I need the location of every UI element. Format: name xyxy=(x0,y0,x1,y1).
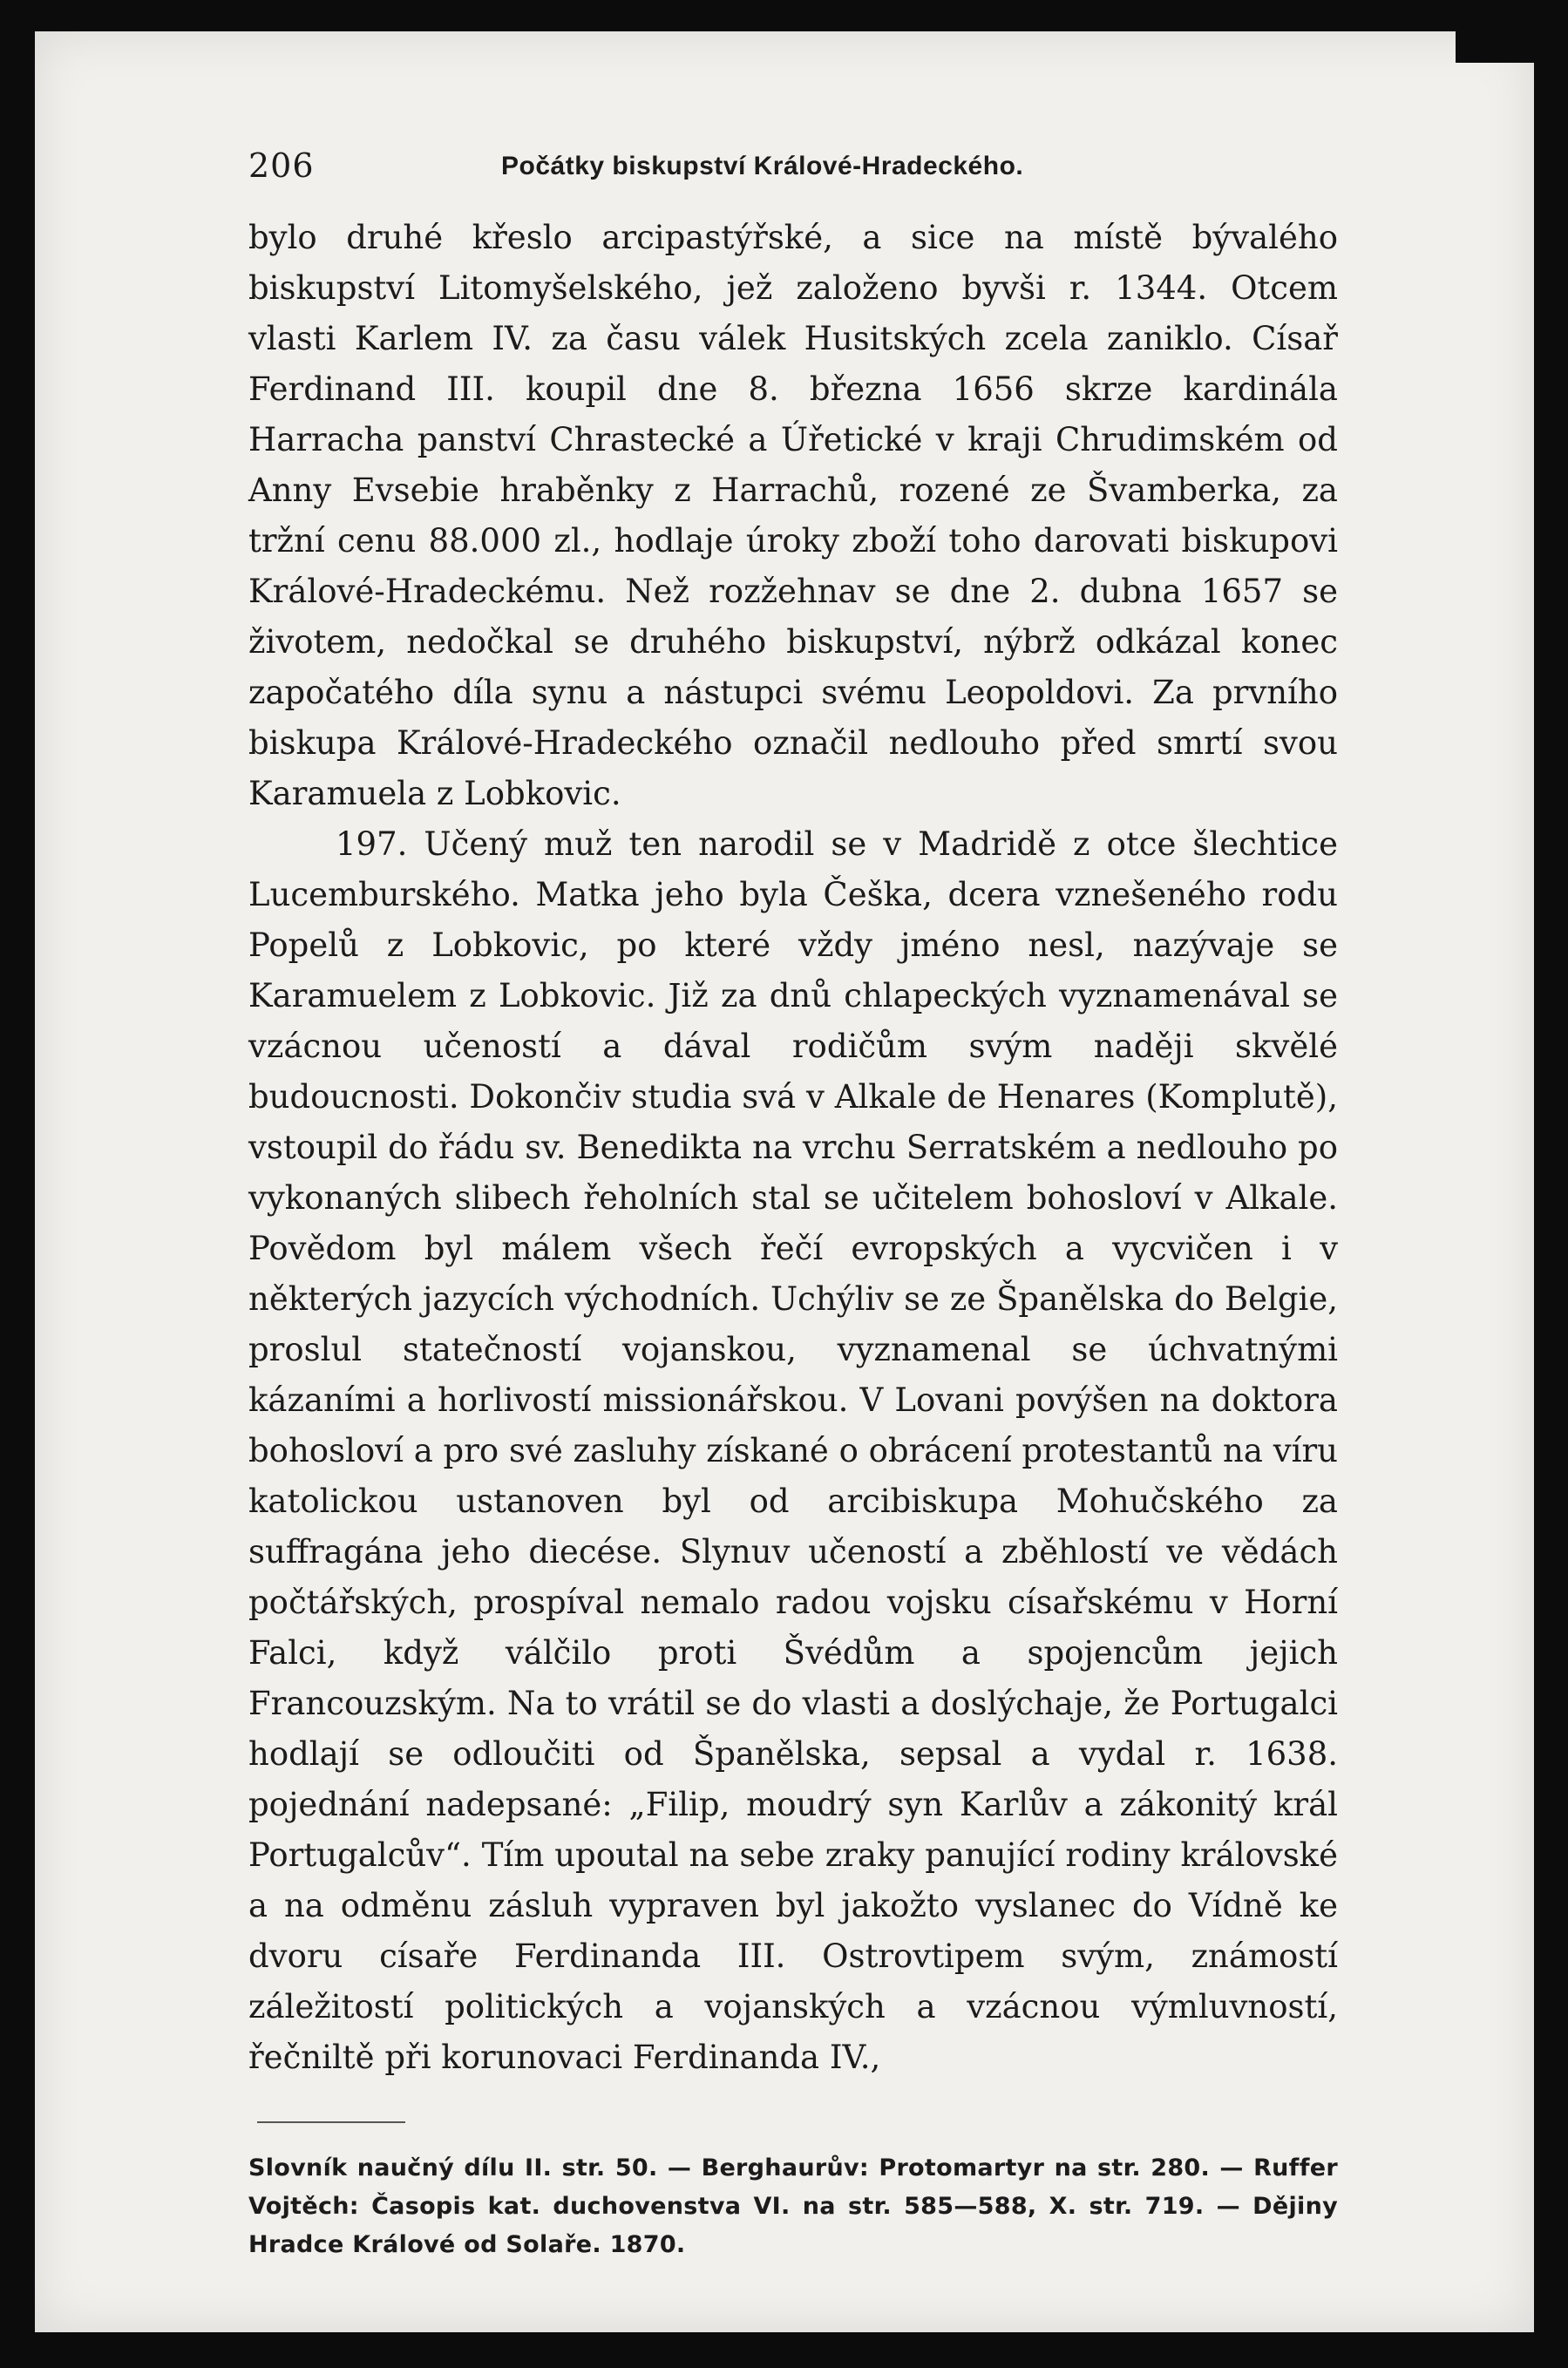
page-number: 206 xyxy=(248,146,315,185)
page-corner-shadow xyxy=(1456,31,1534,63)
footnote-divider xyxy=(257,2121,405,2123)
paragraph-197: 197. Učený muž ten narodil se v Madridě z otce šlechtice Lucemburského. Matka jeho byla Češka, dcera vznešeného rodu Popelů z Lobkovic, po které vždy jméno nesl, nazývaje se Karamuelem z Lobkovic. Již za dnů chlapeckých vyznamenával se vzácnou učeností a dával rodičům svým naději skvělé budoucnosti. Dokončiv studia svá v Alkale de Henares (Komplutě), vstoupil do řádu sv. Benedikta na vrchu Serratském a nedlouho po vykonaných slibech řeholních stal se učitelem bohosloví v Alkale. Povědom byl málem všech řečí evropských a vycvičen i v některých jazycích východních. Uchýliv se ze Španělska do Belgie, proslul statečností vojanskou, vyznamenal se úchvatnými kázaními a horlivostí missionářskou. V Lovani povýšen na doktora bohosloví a pro své zasluhy získané o obrácení protestantů na víru katolickou ustanoven byl od arcibiskupa Mohučského za suffragána jeho diecése. Slynuv učeností a zběhlostí ve vědách počtářských, prospíval nemalo radou vojsku císařskému v Horní Falci, když válčilo proti Švédům a spojencům jejich Francouzským. Na to vrátil se do vlasti a doslýchaje, že Portugalci hodlají se odloučiti od Španělska, sepsal a vydal r. 1638. pojednání nadepsané: „Filip, moudrý syn Karlův a zákonitý král Portugalcův“. Tím upoutal na sebe zraky panující rodiny královské a na odměnu zásluh vypraven byl jakožto vyslanec do Vídně ke dvoru císaře Ferdinanda III. Ostrovtipem svým, známostí záležitostí politických a vojanských a vzácnou výmluvností, řečniltě při korunovaci Ferdinanda IV., xyxy=(248,825,1338,2076)
body-text xyxy=(248,213,1338,2083)
page-content xyxy=(248,146,1338,2264)
footnote-references: Slovník naučný dílu II. str. 50. — Berghaurův: Protomartyr na str. 280. — Ruffer Vojtěch: Časopis kat. duchovenstva VI. na str. 585—588, X. str. 719. — Dějiny Hradce Králové od Solaře. 1870. xyxy=(248,2154,1338,2258)
paragraph-continuation: bylo druhé křeslo arcipastýřské, a sice na místě bývalého biskupství Litomyšelského, jež založeno byvši r. 1344. Otcem vlasti Karlem IV. za času válek Husitských zcela zaniklo. Císař Ferdinand III. koupil dne 8. března 1656 skrze kardinála Harracha panství Chrastecké a Úřetické v kraji Chrudimském od Anny Evsebie hraběnky z Harrachů, rozené ze Švamberka, za tržní cenu 88.000 zl., hodlaje úroky zboží toho darovati biskupovi Králové-Hradeckému. Než rozžehnav se dne 2. dubna 1657 se životem, nedočkal se druhého biskupství, nýbrž odkázal konec započatého díla synu a nástupci svému Leopoldovi. Za prvního biskupa Králové-Hradeckého označil nedlouho před smrtí svou Karamuela z Lobkovic. xyxy=(248,219,1338,812)
running-header xyxy=(248,146,1338,195)
running-title: Počátky biskupství Králové-Hradeckého. xyxy=(501,152,1024,180)
